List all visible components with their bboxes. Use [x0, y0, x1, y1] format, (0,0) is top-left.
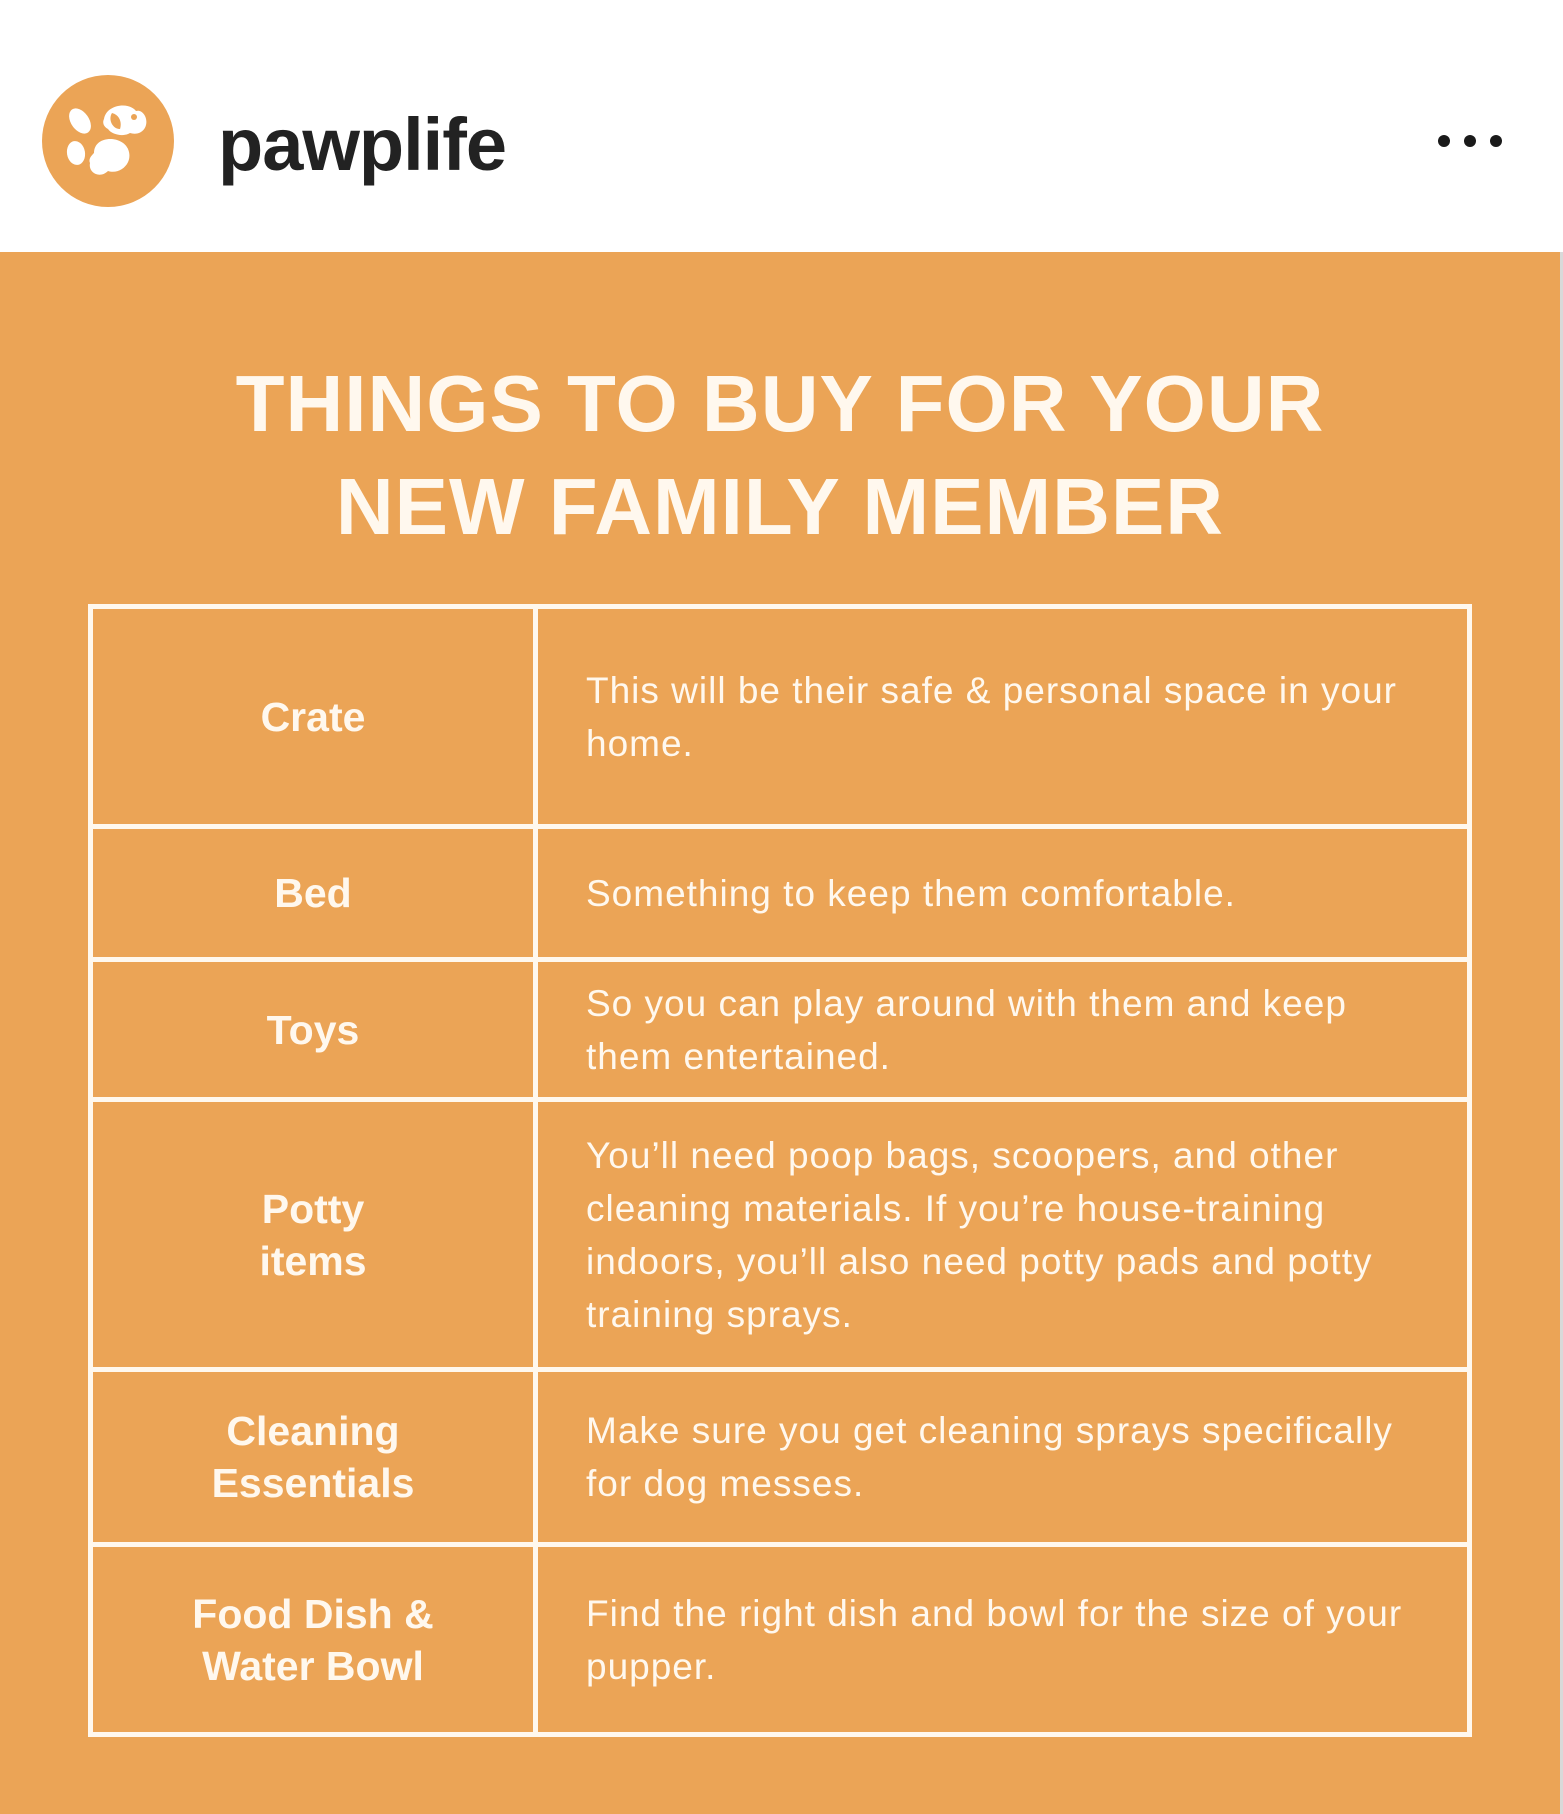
items-table [88, 604, 1472, 1737]
table-row [91, 1545, 1470, 1735]
item-name-line: items [259, 1237, 367, 1284]
item-name [91, 960, 536, 1100]
item-description: Make sure you get cleaning sprays specifically for dog messes. [536, 1370, 1470, 1545]
item-name-line: Bed [274, 870, 352, 916]
post-image [0, 252, 1563, 1814]
item-name-line: Toys [266, 1006, 360, 1053]
item-description: Something to keep them comfortable. [536, 827, 1470, 960]
paw-dog-icon [42, 75, 174, 207]
item-name-line: Food Dish & [192, 1590, 434, 1637]
item-name [91, 1545, 536, 1735]
item-description: So you can play around with them and keep them entertained. [536, 960, 1470, 1100]
item-description: You’ll need poop bags, scoopers, and other cleaning materials. If you’re house-training indoors, you’ll also need potty pads and potty training sprays. [536, 1100, 1470, 1370]
table-row [91, 827, 1470, 960]
item-name-line: Water Bowl [202, 1642, 424, 1689]
table-row [91, 1100, 1470, 1370]
item-description: This will be their safe & personal space in your home. [536, 607, 1470, 827]
post-title [100, 352, 1460, 558]
more-options-icon[interactable] [1438, 127, 1502, 159]
item-name [91, 607, 536, 827]
table-row [91, 1370, 1470, 1545]
table-row [91, 960, 1470, 1100]
post-title-line-1: THINGS TO BUY FOR YOUR [235, 359, 1325, 448]
item-name-line: Cleaning [226, 1408, 400, 1454]
item-name [91, 827, 536, 960]
item-name-line: Essentials [211, 1460, 415, 1506]
item-name [91, 1100, 536, 1370]
post-header [0, 0, 1563, 252]
item-name-line: Potty [261, 1185, 365, 1232]
avatar[interactable] [42, 75, 174, 207]
table-row [91, 607, 1470, 827]
item-name [91, 1370, 536, 1545]
item-name-line: Crate [260, 693, 366, 740]
item-description: Find the right dish and bowl for the size of your pupper. [536, 1545, 1470, 1735]
username[interactable]: pawplife [218, 103, 507, 186]
post-title-line-2: NEW FAMILY MEMBER [335, 462, 1225, 551]
